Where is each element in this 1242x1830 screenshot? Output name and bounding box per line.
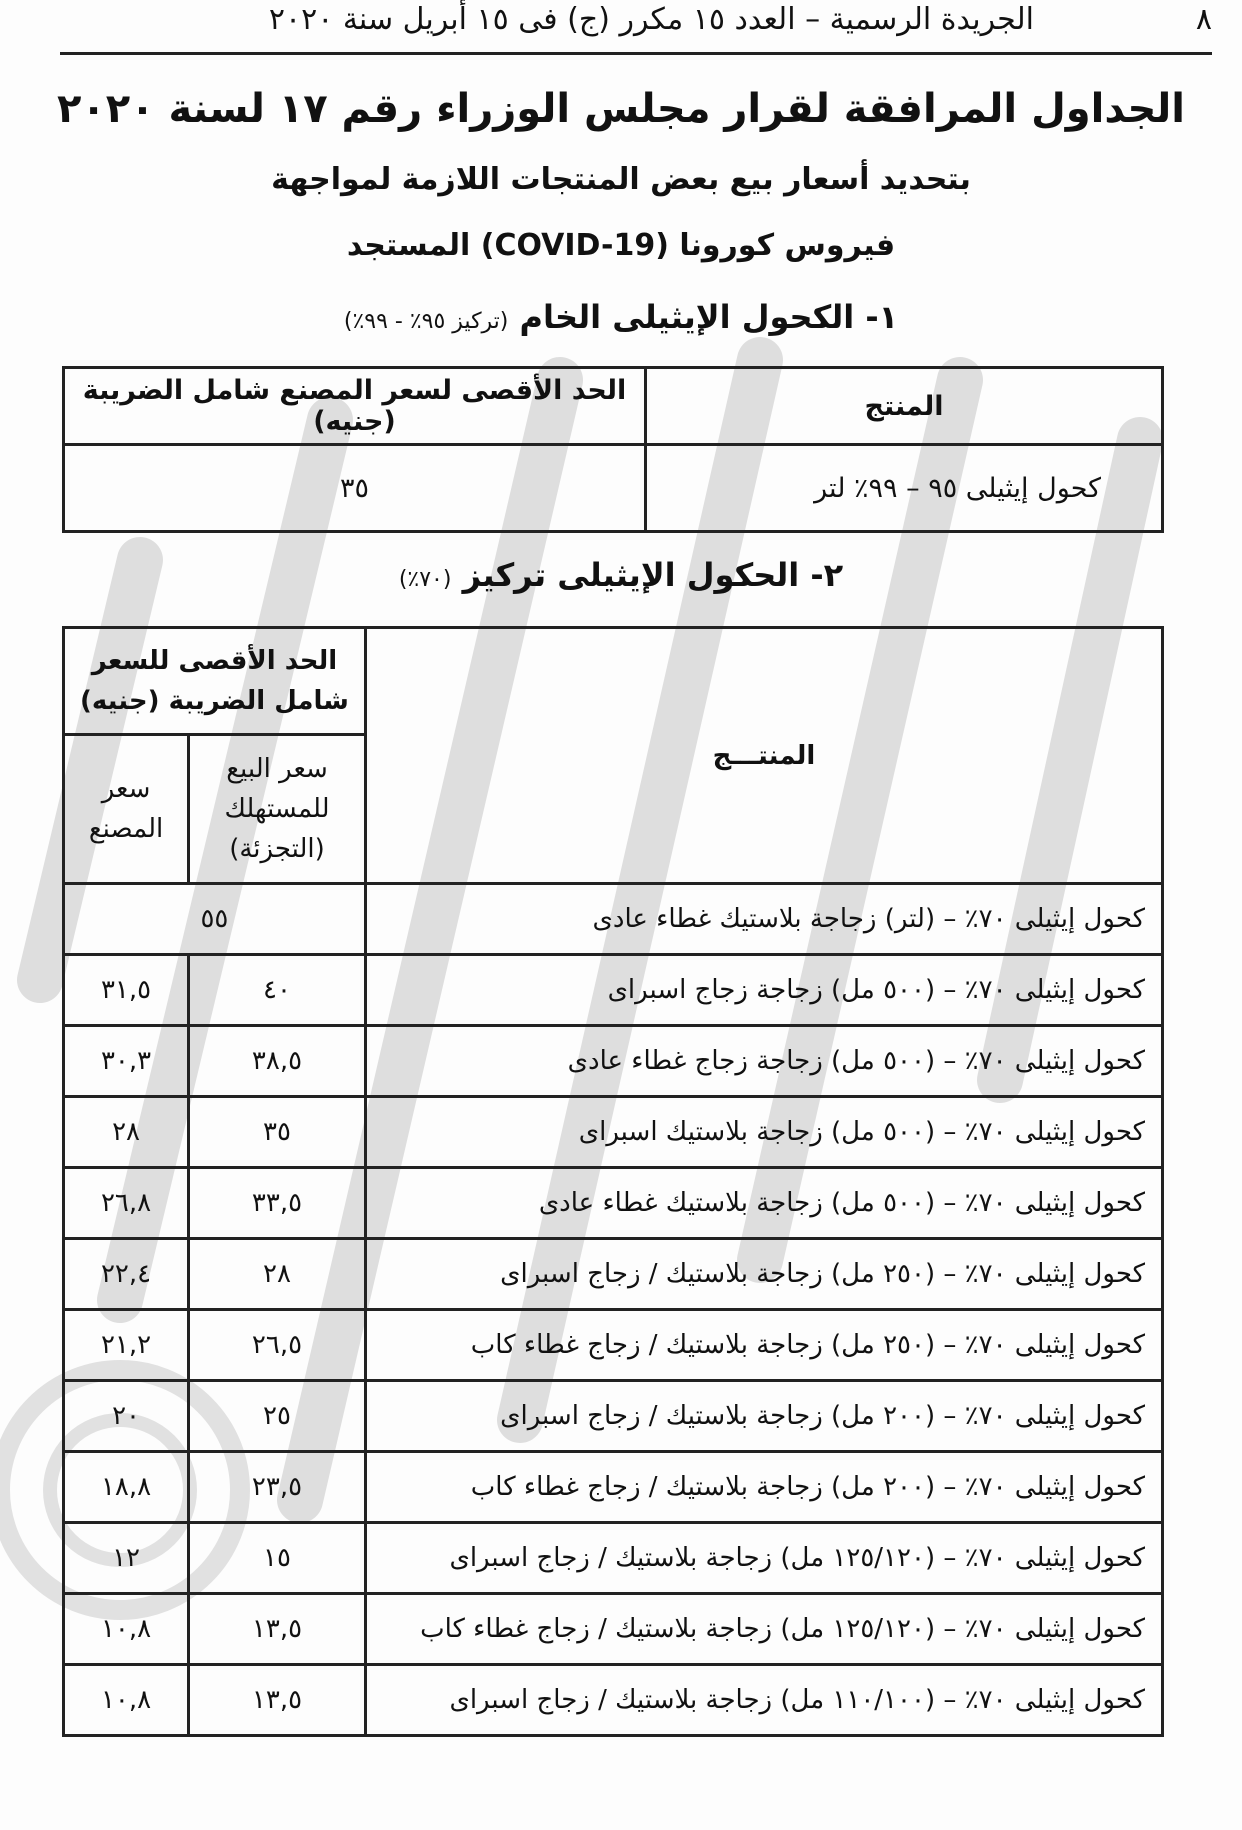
cell-product: كحول إيثيلى ٧٠٪ – (٥٠٠ مل) زجاجة زجاج اسبراى <box>365 955 1162 1026</box>
cell-factory-price: ٢٢,٤ <box>64 1239 189 1310</box>
cell-factory-price: ١٨,٨ <box>64 1452 189 1523</box>
cell-consumer-price: ٢٦,٥ <box>189 1310 366 1381</box>
table-row <box>64 1310 1163 1381</box>
cell-product: كحول إيثيلى ٩٥ – ٩٩٪ لتر <box>646 445 1163 532</box>
ethanol-70-price-table <box>62 626 1164 1737</box>
cell-consumer-price: ٣٨,٥ <box>189 1026 366 1097</box>
table-row <box>64 955 1163 1026</box>
cell-product: كحول إيثيلى ٧٠٪ – (٢٥٠ مل) زجاجة بلاستيك / زجاج اسبراى <box>365 1239 1162 1310</box>
cell-consumer-price: ٣٥ <box>189 1097 366 1168</box>
cell-factory-price: ١٠,٨ <box>64 1665 189 1736</box>
page-header <box>60 0 1212 55</box>
table-row <box>64 1168 1163 1239</box>
table-row <box>64 884 1163 955</box>
cell-product: كحول إيثيلى ٧٠٪ – (١٢٥/١٢٠ مل) زجاجة بلاستيك / زجاج اسبراى <box>365 1523 1162 1594</box>
cell-consumer-price: ٤٠ <box>189 955 366 1026</box>
header-max-factory-price: الحد الأقصى لسعر المصنع شامل الضريبة (جنيه) <box>64 368 646 445</box>
section-2-title-main: ٢- الحكول الإيثيلى تركيز <box>462 556 844 594</box>
cell-product: كحول إيثيلى ٧٠٪ – (٢٠٠ مل) زجاجة بلاستيك / زجاج غطاء كاب <box>365 1452 1162 1523</box>
cell-consumer-price: ١٥ <box>189 1523 366 1594</box>
cell-consumer-price: ١٣,٥ <box>189 1594 366 1665</box>
cell-factory-price: ١٢ <box>64 1523 189 1594</box>
table-row <box>64 445 1163 532</box>
cell-product: كحول إيثيلى ٧٠٪ – (لتر) زجاجة بلاستيك غطاء عادى <box>365 884 1162 955</box>
cell-consumer-price: ٢٥ <box>189 1381 366 1452</box>
page-number: ٨ <box>1195 2 1212 37</box>
table-header-row <box>64 368 1163 445</box>
table-row <box>64 1665 1163 1736</box>
cell-product: كحول إيثيلى ٧٠٪ – (٢٠٠ مل) زجاجة بلاستيك / زجاج اسبراى <box>365 1381 1162 1452</box>
section-1-title <box>0 298 1242 336</box>
table-row <box>64 1097 1163 1168</box>
cell-price: ٣٥ <box>64 445 646 532</box>
header-product: المنتج <box>646 368 1163 445</box>
cell-factory-price: ٣١,٥ <box>64 955 189 1026</box>
section-2-title-concentration: (٧٠٪) <box>398 567 452 592</box>
cell-factory-price: ١٠,٨ <box>64 1594 189 1665</box>
page-title: الجداول المرافقة لقرار مجلس الوزراء رقم ١٧ لسنة ٢٠٢٠ <box>56 86 1186 132</box>
section-2-title <box>0 556 1242 594</box>
table-header-row <box>64 628 1163 735</box>
cell-factory-price: ٢٨ <box>64 1097 189 1168</box>
cell-product: كحول إيثيلى ٧٠٪ – (٥٠٠ مل) زجاجة بلاستيك اسبراى <box>365 1097 1162 1168</box>
gazette-header-text: الجريدة الرسمية – العدد ١٥ مكرر (ج) فى ١٥ أبريل سنة ٢٠٢٠ <box>268 2 1034 37</box>
cell-merged-price: ٥٥ <box>64 884 366 955</box>
table-row <box>64 1523 1163 1594</box>
table-row <box>64 1452 1163 1523</box>
cell-consumer-price: ٢٨ <box>189 1239 366 1310</box>
cell-factory-price: ٢١,٢ <box>64 1310 189 1381</box>
subtitle-line-1: بتحديد أسعار بيع بعض المنتجات اللازمة لمواجهة <box>271 162 971 197</box>
table-row <box>64 1381 1163 1452</box>
cell-product: كحول إيثيلى ٧٠٪ – (٥٠٠ مل) زجاجة بلاستيك غطاء عادى <box>365 1168 1162 1239</box>
cell-product: كحول إيثيلى ٧٠٪ – (٢٥٠ مل) زجاجة بلاستيك / زجاج غطاء كاب <box>365 1310 1162 1381</box>
table-row <box>64 1594 1163 1665</box>
subtitle-line-2: فيروس كورونا (COVID-19) المستجد <box>346 228 896 263</box>
header-factory-price: سعر المصنع <box>64 735 189 884</box>
table-row <box>64 1239 1163 1310</box>
cell-product: كحول إيثيلى ٧٠٪ – (٥٠٠ مل) زجاجة زجاج غطاء عادى <box>365 1026 1162 1097</box>
section-1-title-concentration: (تركيز ٩٥٪ - ٩٩٪) <box>343 309 509 334</box>
cell-consumer-price: ١٣,٥ <box>189 1665 366 1736</box>
section-1-title-main: ١- الكحول الإيثيلى الخام <box>519 298 899 336</box>
header-product: المنتـــج <box>365 628 1162 884</box>
raw-ethanol-price-table <box>62 366 1164 533</box>
cell-factory-price: ٢٦,٨ <box>64 1168 189 1239</box>
cell-consumer-price: ٣٣,٥ <box>189 1168 366 1239</box>
cell-factory-price: ٣٠,٣ <box>64 1026 189 1097</box>
header-max-price-group: الحد الأقصى للسعر شامل الضريبة (جنيه) <box>64 628 366 735</box>
cell-product: كحول إيثيلى ٧٠٪ – (١٢٥/١٢٠ مل) زجاجة بلاستيك / زجاج غطاء كاب <box>365 1594 1162 1665</box>
table-row <box>64 1026 1163 1097</box>
header-consumer-price: سعر البيع للمستهلك (التجزئة) <box>189 735 366 884</box>
cell-consumer-price: ٢٣,٥ <box>189 1452 366 1523</box>
cell-factory-price: ٢٠ <box>64 1381 189 1452</box>
cell-product: كحول إيثيلى ٧٠٪ – (١١٠/١٠٠ مل) زجاجة بلاستيك / زجاج اسبراى <box>365 1665 1162 1736</box>
